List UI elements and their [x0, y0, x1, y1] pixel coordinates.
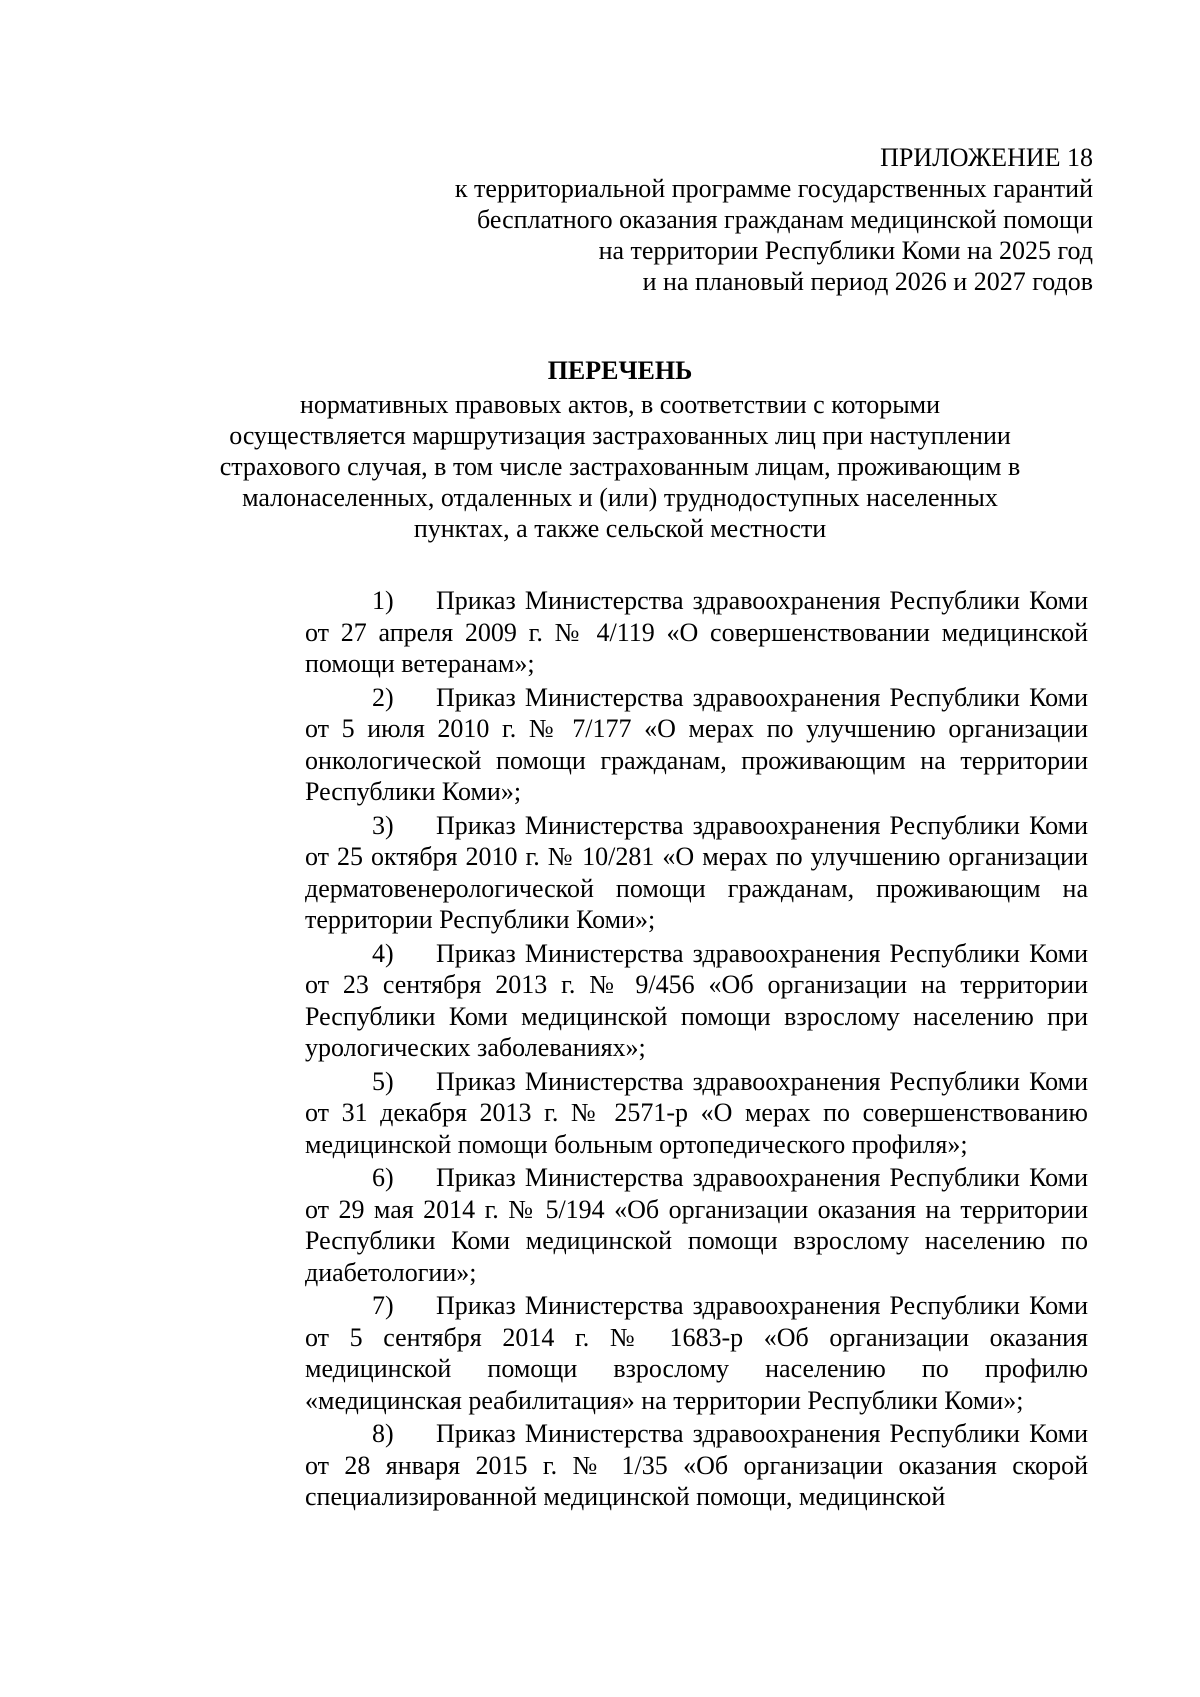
appendix-line: и на плановый период 2026 и 2027 годов	[642, 267, 1093, 296]
item-number: 8)	[372, 1419, 394, 1448]
list-item	[305, 682, 1088, 808]
appendix-header	[333, 142, 1093, 297]
appendix-line: к территориальной программе государственных гарантий	[454, 174, 1093, 203]
list-item	[305, 810, 1088, 936]
list-item	[305, 1066, 1088, 1161]
item-text: Приказ Министерства здравоохранения Республики Коми от 5 сентября 2014 г. № 1683-р «Об организации оказания медицинской помощи взрослому населению по профилю «медицинская реабилитация» на территории Республики Коми»;	[305, 1291, 1088, 1415]
item-text: Приказ Министерства здравоохранения Республики Коми от 5 июля 2010 г. № 7/177 «О мерах по улучшению организации онкологической помощи гражданам, проживающим на территории Республики Коми»;	[305, 682, 1088, 806]
appendix-line: на территории Республики Коми на 2025 год	[598, 236, 1093, 265]
document-title	[160, 355, 1080, 544]
title-line: малонаселенных, отдаленных и (или) труднодоступных населенных	[242, 483, 998, 512]
item-number: 1)	[372, 586, 394, 615]
list-item	[305, 1418, 1088, 1513]
appendix-number: ПРИЛОЖЕНИЕ 18	[880, 143, 1093, 172]
item-number: 6)	[372, 1163, 394, 1192]
item-number: 7)	[372, 1291, 394, 1320]
item-number: 3)	[372, 810, 394, 840]
list-item	[305, 585, 1088, 680]
title-line: страхового случая, в том числе застрахованным лицам, проживающим в	[219, 452, 1021, 481]
item-number: 5)	[372, 1066, 394, 1096]
title-line: пунктах, а также сельской местности	[413, 514, 827, 543]
item-text: Приказ Министерства здравоохранения Республики Коми от 29 мая 2014 г. № 5/194 «Об организации оказания на территории Республики Коми медицинской помощи взрослому населению по диабетологии»;	[305, 1163, 1088, 1287]
item-number: 2)	[372, 682, 394, 712]
item-text: Приказ Министерства здравоохранения Республики Коми от 27 апреля 2009 г. № 4/119 «О совершенствовании медицинской помощи ветеранам»;	[305, 586, 1088, 678]
list-item	[305, 938, 1088, 1064]
item-number: 4)	[372, 938, 394, 968]
title-line: нормативных правовых актов, в соответствии с которыми	[299, 390, 941, 419]
item-text: Приказ Министерства здравоохранения Республики Коми от 31 декабря 2013 г. № 2571-р «О мерах по совершенствованию медицинской помощи больным ортопедического профиля»;	[305, 1066, 1088, 1159]
list-item	[305, 1162, 1088, 1288]
title-line: осуществляется маршрутизация застрахованных лиц при наступлении	[229, 421, 1011, 450]
appendix-line: бесплатного оказания гражданам медицинской помощи	[477, 205, 1093, 234]
title-heading: ПЕРЕЧЕНЬ	[547, 356, 693, 385]
item-text: Приказ Министерства здравоохранения Республики Коми от 25 октября 2010 г. № 10/281 «О мерах по улучшению организации дерматовенерологической помощи гражданам, проживающим на территории Республики Коми»;	[305, 810, 1088, 934]
item-text: Приказ Министерства здравоохранения Республики Коми от 23 сентября 2013 г. № 9/456 «Об организации на территории Республики Коми медицинской помощи взрослому населению при урологических заболеваниях»;	[305, 938, 1088, 1062]
acts-list	[305, 585, 1088, 1515]
item-text: Приказ Министерства здравоохранения Республики Коми от 28 января 2015 г. № 1/35 «Об организации оказания скорой специализированной медицинской помощи, медицинской	[305, 1419, 1088, 1511]
list-item	[305, 1290, 1088, 1416]
